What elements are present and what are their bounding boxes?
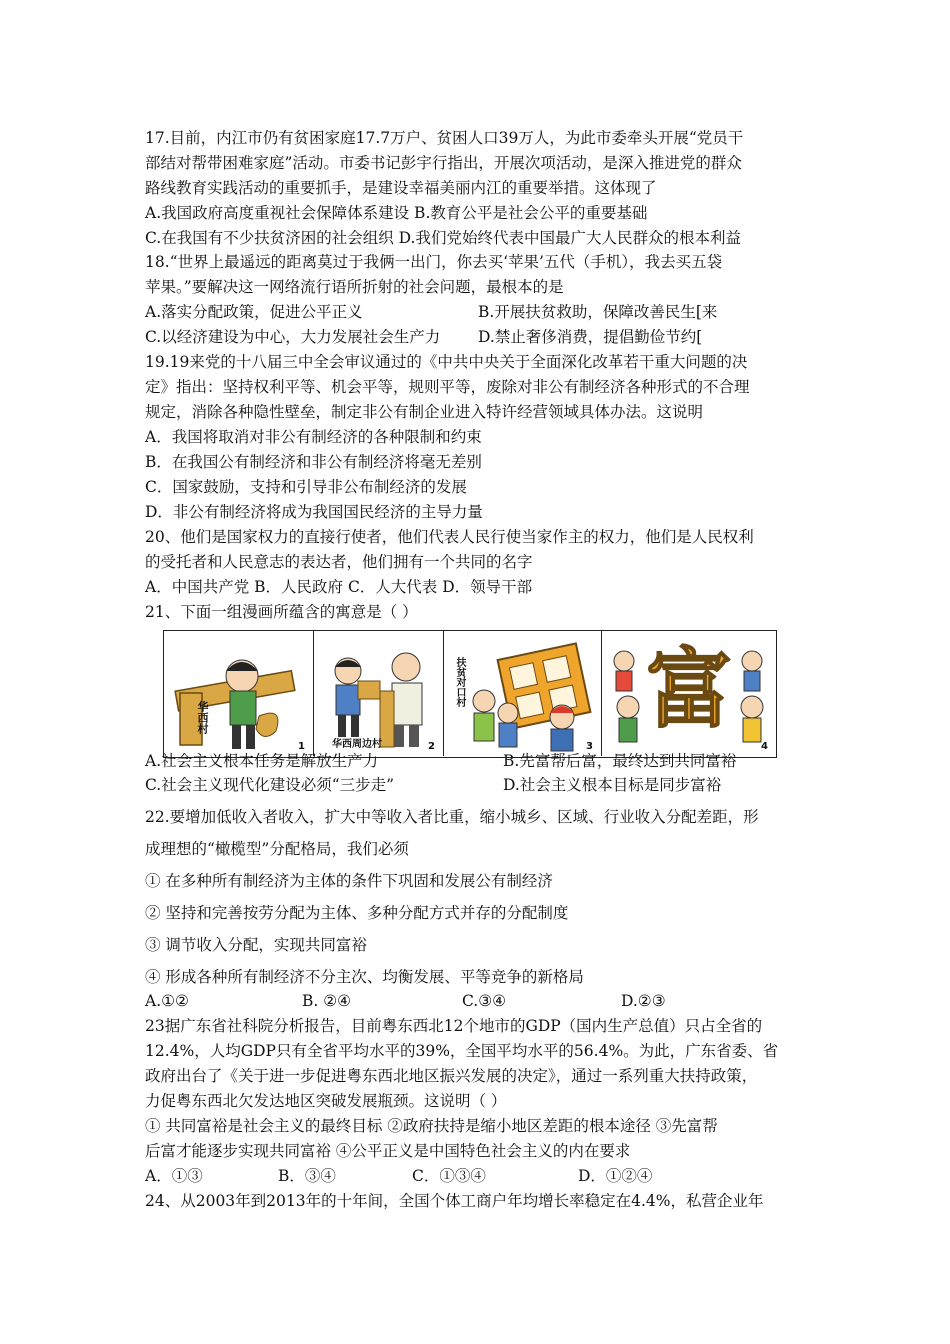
q21-option-d: D.社会主义根本目标是同步富裕	[503, 776, 722, 794]
q19-option-d: D．非公有制经济将成为我国国民经济的主导力量	[145, 503, 483, 521]
comic-panel-2-number: 2	[428, 741, 435, 752]
comic-panel-1-drawing	[164, 631, 314, 756]
comic-panel-3-drawing	[444, 631, 602, 756]
q18-stem-line-2: 苹果。”要解决这一网络流行语所折射的社会问题，最根本的是	[145, 278, 564, 296]
q17-option-cd: C.在我国有不少扶贫济困的社会组织 D.我们党始终代表中国最广大人民群众的根本利益	[145, 229, 741, 247]
comic-panel-3	[444, 631, 602, 756]
q23-statements-line-1: ① 共同富裕是社会主义的最终目标 ②政府扶持是缩小地区差距的根本途径 ③先富帮	[145, 1117, 718, 1135]
q22-item-2: ② 坚持和完善按劳分配为主体、多种分配方式并存的分配制度	[145, 904, 569, 922]
q23-stem-line-4: 力促粤东西北欠发达地区突破发展瓶颈。这说明（ ）	[145, 1092, 507, 1110]
comic-panel-2	[314, 631, 444, 756]
q22-item-4: ④ 形成各种所有制经济不分主次、均衡发展、平等竞争的新格局	[145, 968, 584, 986]
q19-option-a: A．我国将取消对非公有制经济的各种限制和约束	[145, 428, 482, 446]
q19-option-b: B．在我国公有制经济和非公有制经济将毫无差别	[145, 453, 482, 471]
q22-stem-line-1: 22.要增加低收入者收入，扩大中等收入者比重，缩小城乡、区域、行业收入分配差距，形	[145, 808, 759, 826]
q24-stem-line-1: 24、从2003年到2013年的十年间，全国个体工商户年均增长率稳定在4.4%，私营企业年	[145, 1192, 764, 1210]
comic-panel-3-sign: 扶贫对口村	[454, 657, 465, 707]
q23-option-b: B．③④	[278, 1167, 336, 1185]
comic-panel-4-fu-character: 富	[646, 640, 732, 740]
q18-option-c: C.以经济建设为中心，大力发展社会生产力	[145, 328, 441, 346]
q22-option-a: A.①②	[145, 992, 189, 1010]
q17-option-ab: A.我国政府高度重视社会保障体系建设 B.教育公平是社会公平的重要基础	[145, 204, 648, 222]
comic-panel-1-number: 1	[298, 741, 305, 752]
q17-stem-line-2: 部结对帮带困难家庭”活动。市委书记彭宇行指出，开展次项活动，是深入推进党的群众	[145, 154, 742, 172]
q22-option-c: C.③④	[462, 992, 507, 1010]
q18-stem-line-1: 18.“世界上最遥远的距离莫过于我俩一出门，你去买‘苹果’五代（手机），我去买五袋	[145, 253, 723, 271]
comic-panel-4-number: 4	[761, 741, 768, 752]
q20-options: A．中国共产党 B．人民政府 C．人大代表 D．领导干部	[145, 578, 533, 596]
q21-option-b: B.先富帮后富，最终达到共同富裕	[503, 752, 737, 770]
comic-panel-3-number: 3	[586, 741, 593, 752]
q19-stem-line-3: 规定，消除各种隐性壁垒，制定非公有制企业进入特许经营领域具体办法。这说明	[145, 403, 704, 421]
q20-stem-line-1: 20、他们是国家权力的直接行使者，他们代表人民行使当家作主的权力，他们是人民权利	[145, 528, 754, 546]
comic-panel-1	[164, 631, 314, 756]
q22-item-1: ① 在多种所有制经济为主体的条件下巩固和发展公有制经济	[145, 872, 553, 890]
q21-option-a: A.社会主义根本任务是解放生产力	[145, 752, 379, 770]
q19-stem-line-1: 19.19来党的十八届三中全会审议通过的《中共中央关于全面深化改革若干重大问题的决	[145, 353, 748, 371]
q22-item-3: ③ 调节收入分配，实现共同富裕	[145, 936, 367, 954]
q22-option-b: B. ②④	[302, 992, 352, 1010]
q22-stem-line-2: 成理想的“橄榄型”分配格局，我们必须	[145, 840, 409, 858]
q22-option-d: D.②③	[621, 992, 666, 1010]
q23-option-d: D．①②④	[578, 1167, 653, 1185]
q23-stem-line-3: 政府出台了《关于进一步促进粤东西北地区振兴发展的决定》，通过一系列重大扶持政策，	[145, 1067, 758, 1085]
q17-stem-line-3: 路线教育实践活动的重要抓手，是建设幸福美丽内江的重要举措。这体现了	[145, 179, 657, 197]
comic-panel-4	[602, 631, 776, 756]
comic-panel-1-sign: 华西村	[196, 701, 209, 734]
comic-panel-2-sign: 华西周边村	[332, 739, 382, 750]
q18-option-b: B.开展扶贫救助，保障改善民生[来	[478, 303, 718, 321]
q19-stem-line-2: 定》指出：坚持权利平等、机会平等，规则平等，废除对非公有制经济各种形式的不合理	[145, 378, 750, 396]
q23-option-a: A．①③	[145, 1167, 203, 1185]
q23-stem-line-1: 23据广东省社科院分析报告，目前粤东西北12个地市的GDP（国内生产总值）只占全省的	[145, 1017, 763, 1035]
q23-option-c: C．①③④	[412, 1167, 486, 1185]
q19-option-c: C．国家鼓励，支持和引导非公布制经济的发展	[145, 478, 467, 496]
q21-comic-strip	[163, 630, 777, 758]
q18-option-d: D.禁止奢侈消费，提倡勤俭节约[	[478, 328, 703, 346]
q23-statements-line-2: 后富才能逐步实现共同富裕 ④公平正义是中国特色社会主义的内在要求	[145, 1142, 631, 1160]
q20-stem-line-2: 的受托者和人民意志的表达者，他们拥有一个共同的名字	[145, 553, 533, 571]
q17-stem-line-1: 17.目前，内江市仍有贫困家庭17.7万户、贫困人口39万人，为此市委牵头开展“党员干	[145, 129, 744, 147]
q18-option-a: A.落实分配政策，促进公平正义	[145, 303, 363, 321]
q21-option-c: C.社会主义现代化建设必须“三步走”	[145, 776, 395, 794]
q23-stem-line-2: 12.4%，人均GDP只有全省平均水平的39%，全国平均水平的56.4%。为此，广东省委、省	[145, 1042, 779, 1060]
q21-stem: 21、下面一组漫画所蕴含的寓意是（ ）	[145, 603, 418, 621]
